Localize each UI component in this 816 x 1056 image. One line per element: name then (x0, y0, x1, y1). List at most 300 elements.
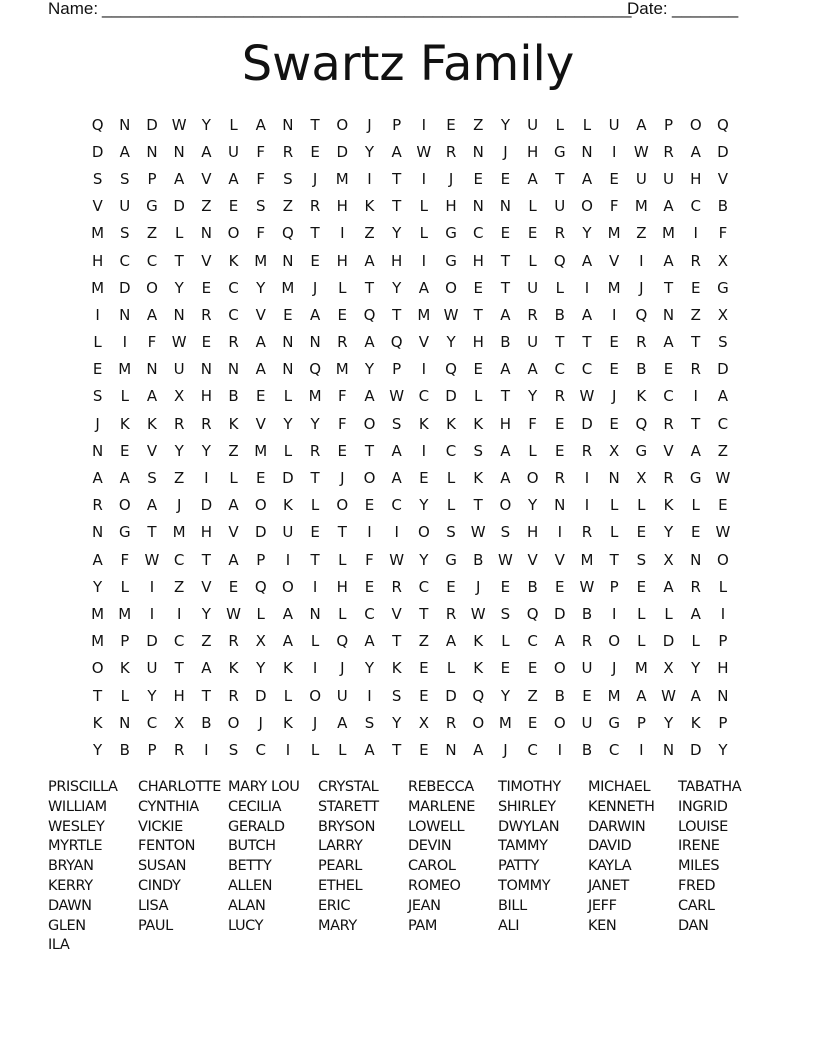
grid-letter: O (445, 278, 457, 297)
grid-letter: Y (283, 414, 293, 433)
grid-letter: C (255, 740, 266, 759)
grid-letter: A (690, 604, 701, 623)
grid-letter: D (254, 523, 267, 542)
grid-letter: I (421, 115, 427, 134)
word-list-item: CRYSTAL (318, 779, 379, 795)
grid-letter: T (201, 686, 211, 705)
grid-letter: A (500, 469, 511, 488)
grid-letter: O (282, 577, 294, 596)
word-list-item: MARY (318, 917, 357, 934)
grid-letter: Y (528, 496, 538, 515)
grid-row (84, 736, 744, 763)
grid-letter: E (310, 523, 320, 542)
grid-letter: I (557, 523, 562, 542)
word-list (48, 778, 768, 956)
grid-letter: W (579, 387, 595, 406)
grid-letter: E (255, 387, 266, 406)
word-list-item: KEN (588, 917, 617, 934)
grid-letter: F (365, 550, 374, 569)
grid-letter: P (147, 169, 157, 188)
word-list-item: CECILIA (228, 798, 282, 815)
grid-letter: I (611, 604, 617, 623)
grid-letter: I (176, 604, 182, 623)
grid-letter: A (228, 169, 239, 188)
grid-letter: W (661, 686, 676, 705)
grid-letter: A (364, 251, 375, 270)
grid-letter: F (718, 224, 728, 243)
grid-letter: U (282, 523, 294, 542)
grid-letter: E (500, 224, 511, 243)
grid-letter: A (282, 604, 294, 623)
grid-letter: R (173, 414, 185, 433)
grid-letter: E (609, 169, 619, 188)
grid-letter: N (282, 251, 294, 270)
grid-letter: W (389, 550, 405, 569)
grid-letter: T (663, 278, 674, 297)
grid-letter: N (472, 197, 484, 216)
grid-letter: R (228, 632, 239, 651)
grid-letter: C (554, 360, 566, 379)
grid-letter: D (146, 115, 158, 134)
grid-letter: T (337, 523, 347, 542)
grid-letter: H (391, 251, 403, 270)
word-list-item: LARRY (318, 838, 363, 855)
grid-letter: U (146, 659, 158, 678)
grid-letter: Z (473, 115, 484, 134)
grid-letter: E (337, 441, 348, 460)
grid-letter: P (256, 550, 266, 569)
grid-letter: Y (256, 659, 266, 678)
grid-letter: M (662, 224, 675, 243)
grid-letter: L (338, 278, 347, 297)
name-field[interactable]: ________________________________________________________ (102, 0, 632, 18)
grid-letter: L (446, 496, 456, 515)
grid-letter: Q (553, 251, 566, 270)
grid-letter: C (663, 387, 674, 406)
grid-letter: R (581, 441, 593, 460)
word-list-item: LOWELL (408, 818, 465, 835)
grid-letter: A (418, 278, 429, 297)
word-list-item: ETHEL (318, 877, 363, 894)
grid-letter: D (146, 632, 158, 651)
grid-letter: R (690, 577, 701, 596)
grid-letter: L (256, 604, 265, 623)
grid-letter: L (637, 604, 646, 623)
grid-letter: A (663, 197, 674, 216)
grid-letter: U (663, 169, 675, 188)
grid-letter: S (636, 550, 647, 569)
grid-letter: C (418, 387, 430, 406)
grid-letter: S (92, 387, 103, 406)
grid-letter: F (120, 550, 130, 569)
grid-letter: R (391, 577, 402, 596)
word-list-item: BETTY (228, 858, 272, 875)
grid-letter: Z (690, 305, 701, 324)
grid-letter: U (527, 278, 539, 297)
word-list-item: SUSAN (138, 858, 187, 875)
grid-letter: N (499, 197, 512, 216)
grid-letter: T (310, 224, 320, 243)
grid-letter: I (367, 686, 372, 705)
grid-letter: M (607, 224, 621, 243)
grid-letter: L (691, 496, 700, 515)
grid-letter: E (473, 278, 483, 297)
grid-letter: N (690, 550, 702, 569)
grid-letter: L (338, 550, 347, 569)
grid-letter: A (282, 632, 294, 651)
word-list-item: FRED (678, 877, 716, 894)
grid-letter: S (92, 169, 103, 188)
grid-letter: O (336, 496, 349, 515)
grid-letter: N (554, 496, 566, 515)
grid-letter: F (256, 142, 266, 161)
grid-letter: O (553, 659, 566, 678)
grid-letter: E (419, 659, 429, 678)
grid-letter: U (527, 333, 539, 352)
grid-letter: J (312, 169, 318, 188)
grid-letter: N (227, 360, 240, 379)
grid-letter: X (418, 713, 429, 732)
grid-letter: L (120, 387, 129, 406)
grid-letter: W (443, 305, 459, 324)
grid-letter: K (690, 713, 701, 732)
grid-row (84, 247, 744, 274)
grid-letter: R (337, 333, 348, 352)
grid-letter: D (717, 142, 729, 161)
grid-letter: Y (500, 115, 510, 134)
grid-letter: T (392, 305, 402, 324)
grid-letter: P (636, 713, 646, 732)
grid-letter: M (118, 360, 132, 379)
grid-letter: I (421, 169, 427, 188)
word-list-item: FENTON (138, 838, 196, 855)
grid-letter: E (364, 496, 375, 515)
word-list-item: ALLEN (228, 877, 273, 894)
grid-letter: S (283, 169, 293, 188)
grid-letter: E (419, 740, 429, 759)
grid-letter: G (445, 224, 457, 243)
grid-letter: Y (392, 278, 402, 297)
grid-row (84, 709, 744, 736)
grid-letter: J (176, 496, 182, 515)
grid-letter: N (119, 713, 131, 732)
grid-letter: T (201, 550, 211, 569)
grid-row (84, 329, 744, 356)
grid-letter: J (448, 169, 454, 188)
grid-letter: F (256, 169, 266, 188)
word-list-item: WESLEY (48, 818, 105, 835)
grid-letter: L (283, 686, 293, 705)
grid-letter: D (662, 632, 675, 651)
grid-letter: L (310, 740, 320, 759)
grid-letter: I (149, 604, 155, 623)
grid-letter: N (309, 333, 321, 352)
grid-letter: Z (201, 197, 212, 216)
grid-letter: N (282, 360, 294, 379)
grid-letter: D (554, 604, 566, 623)
grid-letter: P (392, 360, 402, 379)
grid-letter: W (416, 142, 432, 161)
grid-letter: I (611, 305, 617, 324)
grid-letter: R (282, 142, 294, 161)
word-list-item: TOMMY (498, 877, 551, 894)
grid-letter: T (500, 278, 510, 297)
grid-letter: R (690, 251, 701, 270)
word-list-item: KERRY (48, 877, 93, 894)
grid-letter: F (609, 197, 619, 216)
grid-letter: W (171, 333, 187, 352)
grid-letter: W (715, 469, 731, 488)
grid-letter: K (473, 632, 484, 651)
grid-letter: L (555, 115, 564, 134)
grid-letter: I (285, 740, 291, 759)
grid-letter: U (581, 659, 593, 678)
grid-letter: D (200, 496, 213, 515)
grid-letter: A (337, 713, 348, 732)
grid-letter: B (201, 713, 212, 732)
grid-letter: X (174, 387, 185, 406)
grid-letter: C (146, 713, 158, 732)
word-list-item: WILLIAM (48, 798, 107, 815)
grid-letter: V (717, 169, 729, 188)
grid-letter: B (554, 686, 565, 705)
grid-letter: K (228, 414, 239, 433)
word-list-item: REBECCA (408, 779, 474, 795)
header (48, 0, 748, 22)
grid-letter: B (636, 360, 647, 379)
grid-letter: A (636, 686, 647, 705)
grid-letter: P (718, 632, 728, 651)
grid-letter: L (120, 577, 129, 596)
grid-letter: J (476, 577, 481, 596)
grid-letter: D (254, 686, 267, 705)
grid-letter: M (91, 604, 105, 623)
grid-letter: O (309, 686, 321, 705)
grid-letter: Y (691, 659, 701, 678)
grid-letter: Z (174, 577, 185, 596)
grid-letter: V (201, 577, 212, 596)
grid-letter: P (392, 115, 402, 134)
grid-letter: A (473, 740, 484, 759)
grid-letter: G (717, 278, 729, 297)
grid-letter: T (473, 496, 483, 515)
grid-letter: X (717, 251, 729, 270)
grid-letter: T (310, 550, 320, 569)
grid-letter: L (419, 197, 429, 216)
grid-letter: X (636, 469, 647, 488)
grid-letter: C (527, 740, 538, 759)
word-list-item: JEFF (588, 897, 617, 914)
grid-letter: N (282, 115, 294, 134)
grid-letter: H (336, 197, 348, 216)
grid-letter: O (363, 469, 376, 488)
word-list-item: STARETT (318, 798, 379, 815)
grid-letter: S (120, 169, 130, 188)
grid-letter: Y (419, 496, 429, 515)
grid-letter: C (228, 305, 239, 324)
grid-letter: T (555, 333, 565, 352)
grid-row (84, 301, 744, 328)
grid-letter: A (228, 550, 239, 569)
grid-letter: W (715, 523, 731, 542)
grid-letter: Q (254, 577, 267, 596)
grid-letter: W (226, 604, 241, 623)
grid-letter: C (527, 632, 538, 651)
grid-letter: Y (201, 115, 211, 134)
date-field[interactable]: _______ (672, 0, 739, 18)
grid-letter: Y (500, 686, 510, 705)
grid-letter: T (609, 550, 619, 569)
grid-letter: D (336, 142, 349, 161)
grid-letter: O (499, 496, 512, 515)
grid-letter: N (581, 142, 593, 161)
grid-row (84, 383, 744, 410)
grid-letter: S (120, 224, 130, 243)
grid-letter: G (146, 197, 158, 216)
grid-letter: J (503, 142, 508, 161)
word-list-item: LUCY (228, 917, 264, 934)
grid-letter: N (608, 469, 620, 488)
grid-letter: E (201, 333, 212, 352)
grid-letter: L (283, 441, 293, 460)
grid-letter: O (227, 224, 240, 243)
grid-letter: G (445, 550, 457, 569)
grid-letter: X (255, 632, 266, 651)
grid-letter: M (498, 713, 512, 732)
grid-letter: K (636, 387, 647, 406)
grid-letter: Y (528, 387, 538, 406)
grid-letter: D (119, 278, 131, 297)
grid-letter: Y (663, 713, 674, 732)
grid-letter: V (609, 251, 620, 270)
grid-letter: J (312, 713, 318, 732)
grid-letter: Q (282, 224, 294, 243)
grid-letter: O (472, 713, 485, 732)
grid-letter: A (146, 305, 158, 324)
grid-letter: S (500, 523, 511, 542)
grid-letter: E (609, 414, 619, 433)
word-list-item: BRYAN (48, 858, 94, 875)
grid-letter: K (282, 659, 293, 678)
word-list-item: DAWN (48, 897, 92, 914)
grid-row (84, 410, 744, 437)
grid-letter: M (634, 197, 648, 216)
grid-letter: A (364, 387, 375, 406)
grid-letter: H (717, 659, 729, 678)
grid-letter: A (201, 142, 212, 161)
grid-letter: L (446, 659, 456, 678)
grid-letter: A (255, 115, 266, 134)
grid-letter: X (663, 550, 674, 569)
grid-letter: R (636, 333, 647, 352)
grid-letter: K (473, 469, 484, 488)
grid-letter: I (421, 251, 427, 270)
grid-letter: Y (392, 713, 402, 732)
word-list-item: KAYLA (588, 858, 632, 875)
grid-letter: J (340, 659, 345, 678)
grid-letter: N (173, 305, 185, 324)
word-list-item: TABATHA (678, 779, 742, 795)
grid-letter: M (335, 360, 349, 379)
letter-grid (84, 111, 744, 764)
grid-letter: V (663, 441, 674, 460)
grid-letter: O (363, 414, 376, 433)
grid-letter: Z (364, 224, 375, 243)
word-list-item: INGRID (678, 798, 728, 815)
grid-letter: R (445, 713, 457, 732)
grid-letter: Y (582, 224, 592, 243)
grid-letter: Z (636, 224, 647, 243)
grid-letter: H (336, 577, 348, 596)
grid-letter: O (417, 523, 430, 542)
grid-letter: E (555, 441, 565, 460)
grid-letter: J (95, 414, 100, 433)
grid-letter: F (256, 224, 266, 243)
grid-letter: P (120, 632, 130, 651)
grid-letter: N (200, 360, 212, 379)
grid-letter: C (690, 197, 701, 216)
grid-letter: W (389, 387, 405, 406)
grid-letter: C (581, 360, 593, 379)
word-list-item: MARLENE (408, 798, 475, 815)
grid-letter: Q (309, 360, 321, 379)
grid-letter: Q (91, 115, 104, 134)
grid-letter: A (500, 305, 511, 324)
grid-letter: M (417, 305, 431, 324)
grid-letter: E (663, 360, 674, 379)
grid-letter: I (285, 550, 291, 569)
grid-letter: H (200, 523, 212, 542)
grid-letter: Q (390, 333, 403, 352)
grid-letter: A (255, 333, 266, 352)
grid-letter: E (92, 360, 103, 379)
grid-letter: X (174, 713, 185, 732)
grid-letter: I (584, 278, 590, 297)
grid-letter: O (581, 197, 593, 216)
grid-letter: L (718, 577, 728, 596)
grid-letter: G (689, 469, 702, 488)
grid-letter: C (418, 577, 430, 596)
grid-letter: U (228, 142, 240, 161)
grid-letter: S (446, 523, 456, 542)
grid-letter: L (174, 224, 184, 243)
word-list-item: DAN (678, 917, 709, 934)
grid-letter: V (554, 550, 565, 569)
grid-row (84, 600, 744, 627)
grid-letter: T (419, 604, 429, 623)
grid-letter: N (717, 686, 729, 705)
grid-letter: I (312, 577, 318, 596)
grid-letter: H (499, 414, 512, 433)
grid-letter: C (608, 740, 620, 759)
grid-letter: Y (446, 333, 456, 352)
grid-letter: D (689, 740, 702, 759)
grid-letter: R (690, 360, 701, 379)
grid-letter: E (310, 142, 320, 161)
grid-letter: K (228, 659, 239, 678)
grid-letter: H (690, 169, 702, 188)
grid-letter: J (340, 469, 345, 488)
grid-letter: O (526, 469, 539, 488)
grid-letter: L (528, 197, 537, 216)
grid-letter: I (639, 740, 644, 759)
grid-letter: A (146, 496, 158, 515)
grid-letter: D (173, 197, 185, 216)
grid-letter: C (445, 441, 457, 460)
word-list-item: ALI (498, 917, 520, 934)
grid-letter: E (201, 278, 212, 297)
grid-letter: C (391, 496, 402, 515)
